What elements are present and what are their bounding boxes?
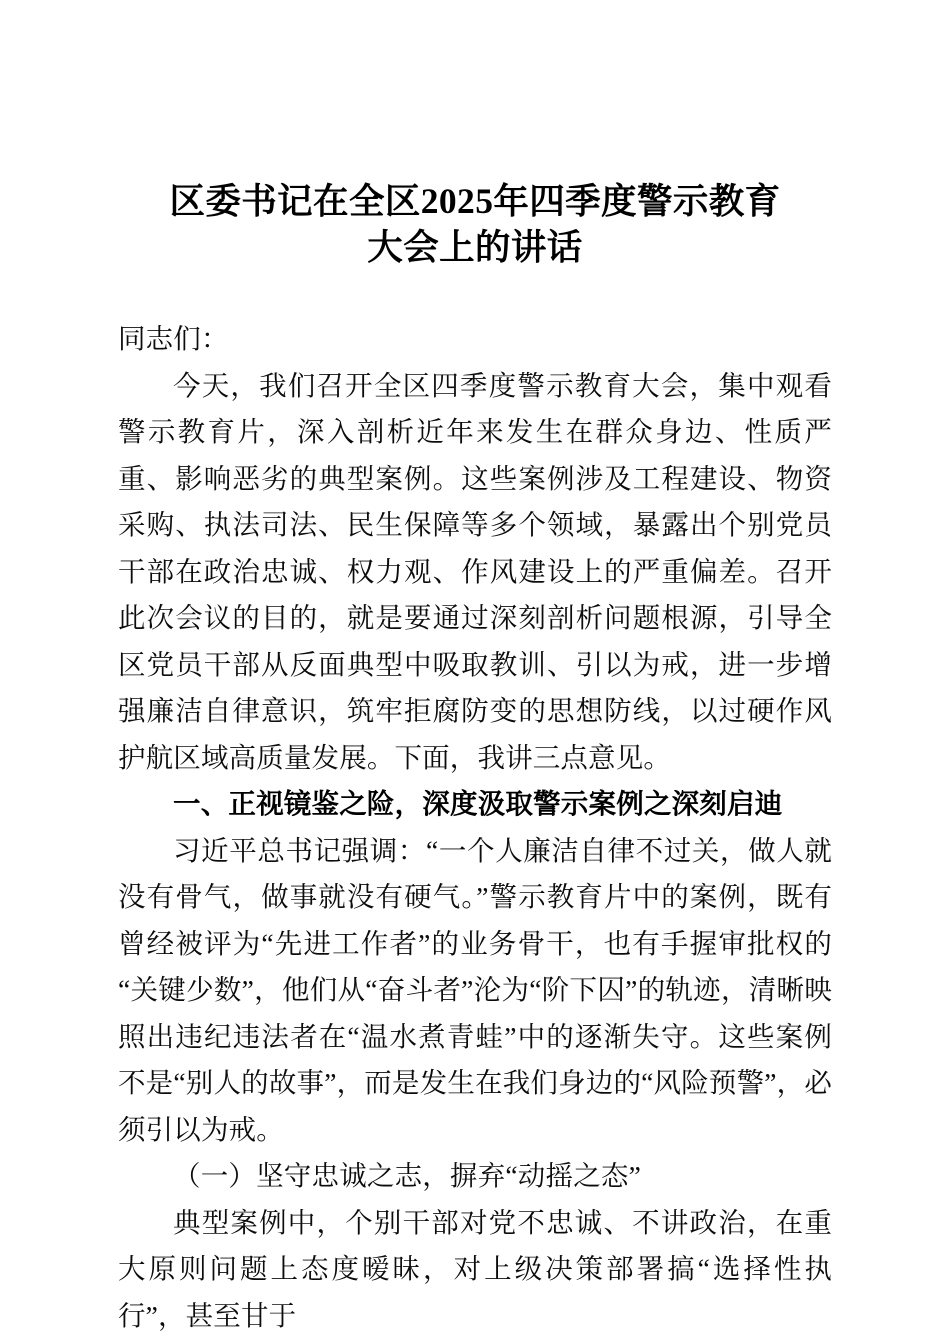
page-text-column bbox=[118, 0, 832, 1339]
body-paragraph-3: 典型案例中，个别干部对党不忠诚、不讲政治，在重大原则问题上态度暧昧，对上级决策部署搞“选择性执行”，甚至甘于 bbox=[118, 1206, 832, 1331]
document-title-line-1: 区委书记在全区2025年四季度警示教育 bbox=[169, 181, 781, 221]
subsection-heading-1: （一）坚守忠诚之志，摒弃“动摇之态” bbox=[173, 1160, 642, 1191]
section-heading-1: 一、正视镜鉴之险，深度汲取警示案例之深刻启迪 bbox=[173, 788, 783, 819]
opening-paragraph: 今天，我们召开全区四季度警示教育大会，集中观看警示教育片，深入剖析近年来发生在群众身边、性质严重、影响恶劣的典型案例。这些案例涉及工程建设、物资采购、执法司法、民生保障等多个领域，暴露出个别党员干部在政治忠诚、权力观、作风建设上的严重偏差。召开此次会议的目的，就是要通过深刻剖析问题根源，引导全区党员干部从反面典型中吸取教训、引以为戒，进一步增强廉洁自律意识，筑牢拒腐防变的思想防线，以过硬作风护航区域高质量发展。下面，我讲三点意见。 bbox=[118, 369, 832, 773]
document-title bbox=[118, 0, 832, 270]
body-paragraph-2: 习近平总书记强调：“一个人廉洁自律不过关，做人就没有骨气，做事就没有硬气。”警示教育片中的案例，既有曾经被评为“先进工作者”的业务骨干，也有手握审批权的“关键少数”，他们从“奋斗者”沦为“阶下囚”的轨迹，清晰映照出违纪违法者在“温水煮青蛙”中的逐渐失守。这些案例不是“别人的故事”，而是发生在我们身边的“风险预警”，必须引以为戒。 bbox=[118, 834, 832, 1145]
document-title-line-2: 大会上的讲话 bbox=[367, 227, 583, 267]
salutation: 同志们： bbox=[118, 323, 229, 354]
